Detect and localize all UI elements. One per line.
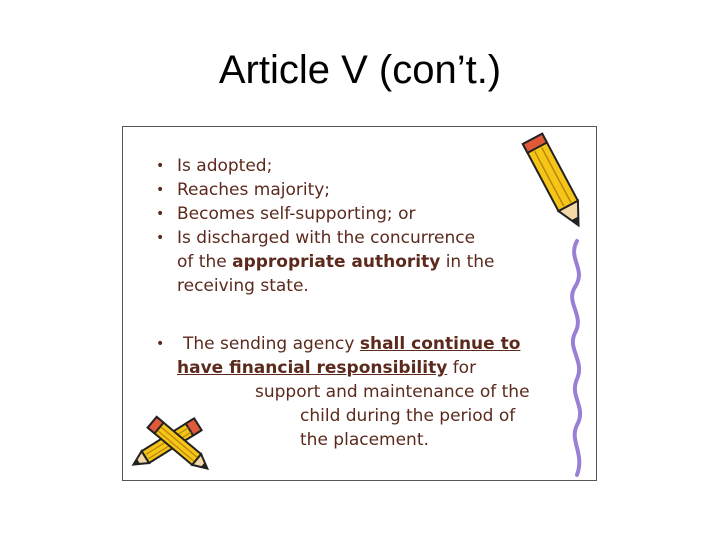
text-run: in the [440,252,495,272]
emphasis-financial-responsibility: have financial responsibility [177,358,448,378]
list-item-sending-agency-line3: support and maintenance of the [255,382,530,402]
list-item-discharged: Is discharged with the concurrence [177,228,476,248]
list-item-sending-agency-line4: child during the period of [300,406,516,426]
emphasis-shall-continue: shall continue to [359,334,521,354]
list-item-discharged-line3: receiving state. [177,276,309,296]
squiggle-decoration [563,239,593,479]
list-item-sending-agency-line5: the placement. [300,430,429,450]
bullet-marker: • [156,336,165,352]
list-item-sending-agency [183,333,520,355]
list-item-self-supporting: Becomes self-supporting; or [177,204,416,224]
text-run: of the [177,252,233,272]
bullet-marker: • [156,230,165,246]
bullet-marker: • [156,158,165,174]
list-item-discharged-line2 [177,251,495,273]
bullet-marker: • [156,206,165,222]
list-item-sending-agency-line2 [177,357,476,379]
list-item-majority: Reaches majority; [177,180,331,200]
content-panel [122,126,597,481]
bullet-marker: • [156,182,165,198]
emphasis-appropriate-authority: appropriate authority [232,252,441,272]
crossed-pencils-icon [123,405,223,477]
list-item-adopted: Is adopted; [177,156,273,176]
text-run: The sending agency [183,334,360,354]
slide-title: Article V (con’t.) [218,48,502,92]
pencil-icon [521,127,591,239]
text-run: for [447,358,477,378]
